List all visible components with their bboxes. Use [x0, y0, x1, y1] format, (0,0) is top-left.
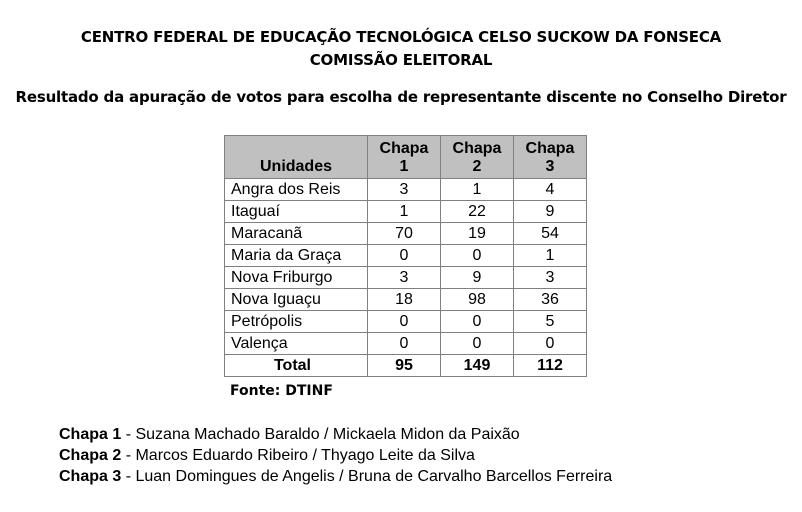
- votes-chapa-3: 54: [514, 223, 587, 245]
- votes-chapa-2: 9: [441, 267, 514, 289]
- column-header-number: 3: [545, 158, 555, 175]
- column-header-number: 2: [472, 158, 482, 175]
- unit-name: Nova Friburgo: [225, 267, 368, 289]
- table-row: [225, 245, 587, 267]
- votes-chapa-2: 0: [441, 333, 514, 355]
- table-row: [225, 201, 587, 223]
- column-header-number: 1: [399, 158, 409, 175]
- votes-chapa-1: 0: [368, 245, 441, 267]
- results-subtitle: Resultado da apuração de votos para escolha de representante discente no Conselho Diretor: [15, 88, 787, 106]
- table-row: [225, 333, 587, 355]
- votes-chapa-3: 3: [514, 267, 587, 289]
- legend-item: [59, 426, 520, 444]
- table-header-row: [225, 136, 587, 179]
- table-row: [225, 289, 587, 311]
- total-chapa-2: 149: [441, 355, 514, 377]
- column-header-label: Chapa: [525, 140, 575, 157]
- results-table: [224, 135, 587, 377]
- legend-item: [59, 468, 612, 486]
- legend-item: [59, 447, 475, 465]
- votes-chapa-1: 3: [368, 179, 441, 201]
- unit-name: Angra dos Reis: [225, 179, 368, 201]
- votes-chapa-3: 4: [514, 179, 587, 201]
- votes-chapa-1: 0: [368, 311, 441, 333]
- votes-chapa-3: 9: [514, 201, 587, 223]
- votes-chapa-1: 70: [368, 223, 441, 245]
- votes-chapa-2: 98: [441, 289, 514, 311]
- column-header-label: Chapa: [379, 140, 429, 157]
- votes-chapa-3: 1: [514, 245, 587, 267]
- votes-chapa-2: 19: [441, 223, 514, 245]
- votes-chapa-2: 22: [441, 201, 514, 223]
- legend-label: Chapa 1: [59, 426, 122, 443]
- institution-title: CENTRO FEDERAL DE EDUCAÇÃO TECNOLÓGICA CELSO SUCKOW DA FONSECA: [80, 28, 722, 46]
- table-row: [225, 311, 587, 333]
- table-row: [225, 223, 587, 245]
- total-chapa-3: 112: [514, 355, 587, 377]
- votes-chapa-3: 36: [514, 289, 587, 311]
- table-row: [225, 267, 587, 289]
- table-row: [225, 179, 587, 201]
- unit-name: Maracanã: [225, 223, 368, 245]
- unit-name: Petrópolis: [225, 311, 368, 333]
- unit-name: Itaguaí: [225, 201, 368, 223]
- votes-chapa-3: 5: [514, 311, 587, 333]
- column-header-chapa-1: [368, 136, 441, 179]
- votes-chapa-1: 18: [368, 289, 441, 311]
- column-header-units: Unidades: [225, 136, 368, 179]
- unit-name: Valença: [225, 333, 368, 355]
- source-note: Fonte: DTINF: [230, 383, 333, 399]
- total-label: Total: [225, 355, 368, 377]
- legend-members: - Marcos Eduardo Ribeiro / Thyago Leite da Silva: [121, 447, 475, 464]
- column-header-chapa-2: [441, 136, 514, 179]
- votes-chapa-1: 3: [368, 267, 441, 289]
- votes-chapa-2: 1: [441, 179, 514, 201]
- votes-chapa-2: 0: [441, 311, 514, 333]
- legend-members: - Suzana Machado Baraldo / Mickaela Midon da Paixão: [121, 426, 520, 443]
- legend-label: Chapa 2: [59, 447, 122, 464]
- total-chapa-1: 95: [368, 355, 441, 377]
- votes-chapa-2: 0: [441, 245, 514, 267]
- unit-name: Nova Iguaçu: [225, 289, 368, 311]
- votes-chapa-3: 0: [514, 333, 587, 355]
- unit-name: Maria da Graça: [225, 245, 368, 267]
- commission-title: COMISSÃO ELEITORAL: [309, 51, 493, 69]
- legend-label: Chapa 3: [59, 468, 122, 485]
- votes-chapa-1: 1: [368, 201, 441, 223]
- column-header-label: Chapa: [452, 140, 502, 157]
- total-row: [225, 355, 587, 377]
- votes-chapa-1: 0: [368, 333, 441, 355]
- column-header-chapa-3: [514, 136, 587, 179]
- legend-members: - Luan Domingues de Angelis / Bruna de Carvalho Barcellos Ferreira: [121, 468, 613, 485]
